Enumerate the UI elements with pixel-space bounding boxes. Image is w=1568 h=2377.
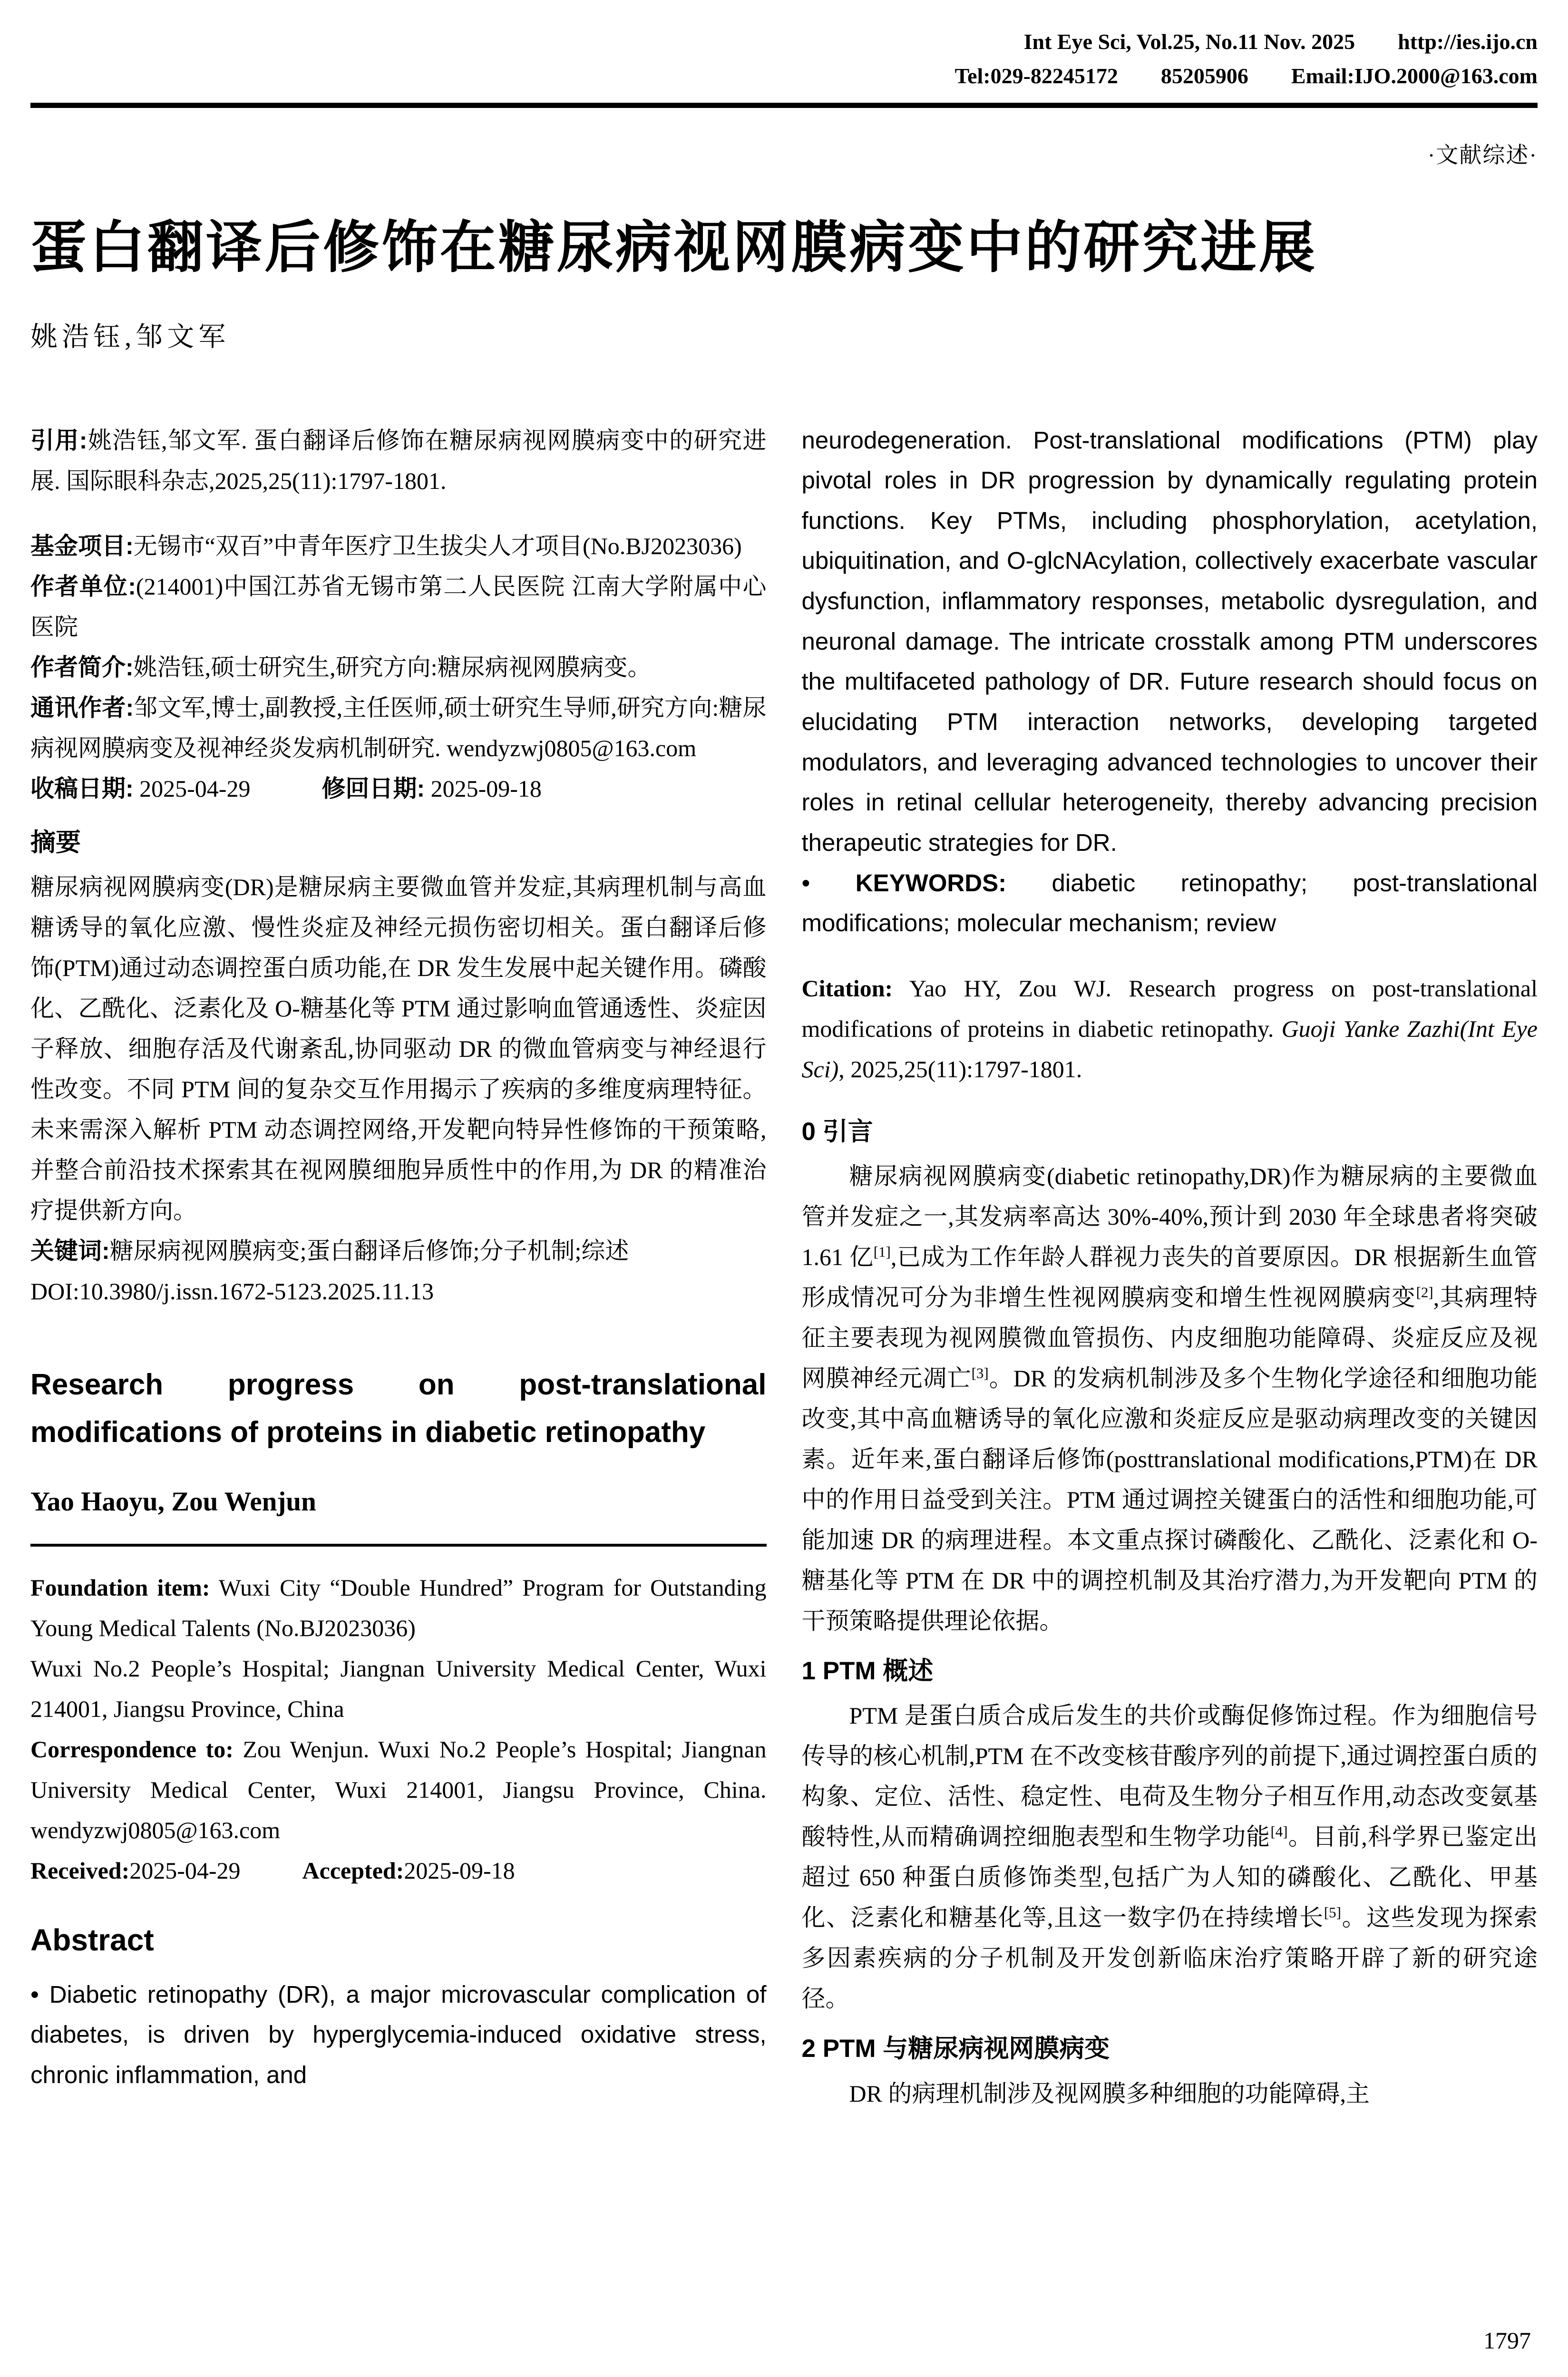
- right-column: [802, 420, 1538, 2114]
- journal-tel2: 85205906: [1160, 64, 1248, 88]
- foundation-item-text: Wuxi City “Double Hundred” Program for Outstanding Young Medical Talents (No.BJ2023036): [30, 1574, 767, 1641]
- citation-en-journal: Guoji Yanke Zazhi(Int Eye Sci): [801, 1015, 1538, 1083]
- article-authors-en: Yao Haoyu, Zou Wenjun: [30, 1486, 316, 1517]
- article-title-en: Research progress on post-translational modifications of proteins in diabetic retinopathy: [30, 1368, 767, 1449]
- foundation-item-paragraph: [30, 1568, 767, 1648]
- journal-website: http://ies.ijo.cn: [1398, 29, 1538, 54]
- citation-cn-label: 引用:: [30, 427, 88, 454]
- correspondence-en-paragraph: [30, 1729, 767, 1851]
- fund-text: 无锡市“双百”中青年医疗卫生拔尖人才项目(No.BJ2023036): [133, 532, 742, 559]
- received-en-label: Received:: [30, 1857, 130, 1884]
- header-line-1: [30, 25, 1538, 59]
- correspondence-en-label: Correspondence to:: [30, 1735, 234, 1763]
- journal-tel: Tel:029-82245172: [954, 64, 1118, 88]
- keywords-cn-label: 关键词:: [30, 1237, 110, 1264]
- section-0-heading: 0 引言: [801, 1118, 873, 1146]
- citation-en-text1: Yao HY, Zou WJ. Research progress on post-translational modifications of proteins in diabetic retinopathy.: [801, 975, 1538, 1042]
- author-bio-label: 作者简介:: [30, 653, 134, 681]
- keywords-en-text: diabetic retinopathy; post-translational modifications; molecular mechanism; review: [801, 869, 1538, 937]
- keywords-cn-text: 糖尿病视网膜病变;蛋白翻译后修饰;分子机制;综述: [109, 1237, 629, 1264]
- section-1-body: PTM 是蛋白质合成后发生的共价或酶促修饰过程。作为细胞信号传导的核心机制,PTM 在不改变核苷酸序列的前提下,通过调控蛋白质的构象、定位、活性、稳定性、电荷及生物分子相互作用,动态改变氨基酸特性,从而精确调控细胞表型和生物学功能[4]。目前,科学界已鉴定出超过 650 种蛋白质修饰类型,包括广为人知的磷酸化、乙酰化、甲基化、泛素化和糖基化等,且这一数字仍在持续增长[5]。这些发现为探索多因素疾病的分子机制及开发创新临床治疗策略开辟了新的研究途径。: [801, 1702, 1538, 2012]
- header-line-2: [30, 59, 1538, 93]
- header-rule: [30, 103, 1538, 108]
- affiliation-cn-text: (214001)中国江苏省无锡市第二人民医院 江南大学附属中心医院: [30, 573, 767, 640]
- fund-paragraph: [30, 526, 767, 566]
- fund-label: 基金项目:: [30, 532, 134, 559]
- keywords-en-label: KEYWORDS:: [855, 869, 1007, 896]
- affiliation-cn-label: 作者单位:: [30, 573, 136, 600]
- abstract-en-paragraph: [30, 1975, 767, 2095]
- abstract-bullet: •: [30, 1980, 39, 2008]
- correspondence-cn-label: 通讯作者:: [30, 694, 134, 721]
- dates-cn-line: [30, 769, 767, 809]
- article-type-label: ·文献综述·: [1427, 143, 1538, 168]
- received-cn-label: 收稿日期:: [30, 775, 134, 802]
- keywords-en-paragraph: [802, 863, 1538, 944]
- journal-email: Email:IJO.2000@163.com: [1291, 64, 1538, 88]
- section-2-body: DR 的病理机制涉及视网膜多种细胞的功能障碍,主: [849, 2080, 1370, 2107]
- citation-cn-text: 姚浩钰,邹文军. 蛋白翻译后修饰在糖尿病视网膜病变中的研究进展. 国际眼科杂志,2025,25(11):1797-1801.: [30, 427, 767, 494]
- keywords-cn-paragraph: [30, 1231, 767, 1271]
- article-authors-cn: 姚浩钰,邹文军: [30, 321, 230, 352]
- two-column-body: [30, 420, 1538, 2114]
- keywords-bullet: •: [801, 869, 810, 896]
- revised-cn-date: 2025-09-18: [430, 775, 542, 802]
- correspondence-cn-text: 邹文军,博士,副教授,主任医师,硕士研究生导师,研究方向:糖尿病视网膜病变及视神经炎发病机制研究. wendyzwj0805@163.com: [30, 694, 767, 761]
- article-title-cn: 蛋白翻译后修饰在糖尿病视网膜病变中的研究进展: [30, 216, 1318, 279]
- author-bio-text: 姚浩钰,硕士研究生,研究方向:糖尿病视网膜病变。: [133, 653, 652, 681]
- citation-cn-paragraph: [30, 420, 767, 501]
- abstract-en-text: Diabetic retinopathy (DR), a major microvascular complication of diabetes, is driven by hyperglycemia-induced oxidative stress, chronic inflammation, and: [30, 1980, 767, 2088]
- abstract-en-heading: Abstract: [30, 1922, 154, 1957]
- column-divider-rule: [30, 1544, 767, 1547]
- dates-en-line: [30, 1851, 767, 1891]
- citation-en-label: Citation:: [801, 975, 893, 1002]
- section-1-heading: 1 PTM 概述: [801, 1657, 934, 1685]
- citation-en-paragraph: [802, 968, 1538, 1090]
- page-header: [30, 25, 1538, 169]
- section-0-body: 糖尿病视网膜病变(diabetic retinopathy,DR)作为糖尿病的主要微血管并发症之一,其发病率高达 30%-40%,预计到 2030 年全球患者将突破 1.61 亿[1],已成为工作年龄人群视力丧失的首要原因。DR 根据新生血管形成情况可分为非增生性视网膜病变和增生性视网膜病变[2],其病理特征主要表现为视网膜微血管损伤、内皮细胞功能障碍、炎症反应及视网膜神经元凋亡[3]。DR 的发病机制涉及多个生物化学途径和细胞功能改变,其中高血糖诱导的氧化应激和炎症反应是驱动病理改变的关键因素。近年来,蛋白翻译后修饰(posttranslational modifications,PTM)在 DR 中的作用日益受到关注。PTM 通过调控关键蛋白的活性和细胞功能,可能加速 DR 的病理进程。本文重点探讨磷酸化、乙酰化、泛素化和 O-糖基化等 PTM 在 DR 中的调控机制及其治疗潜力,为开发靶向 PTM 的干预策略提供理论依据。: [801, 1163, 1538, 1635]
- correspondence-cn-paragraph: [30, 688, 767, 769]
- correspondence-en-text: Zou Wenjun. Wuxi No.2 People’s Hospital; Jiangnan University Medical Center, Wuxi 214001, Jiangsu Province, China. wendyzwj0805@163.com: [30, 1735, 767, 1843]
- affiliation-en-paragraph: Wuxi No.2 People’s Hospital; Jiangnan University Medical Center, Wuxi 214001, Jiangsu Province, China: [30, 1655, 767, 1722]
- page-number: 1797: [1483, 2327, 1531, 2354]
- abstract-cn-text: 糖尿病视网膜病变(DR)是糖尿病主要微血管并发症,其病理机制与高血糖诱导的氧化应激、慢性炎症及神经元损伤密切相关。蛋白翻译后修饰(PTM)通过动态调控蛋白质功能,在 DR 发生发展中起关键作用。磷酸化、乙酰化、泛素化及 O-糖基化等 PTM 通过影响血管通透性、炎症因子释放、细胞存活及代谢紊乱,协同驱动 DR 的微血管病变与神经退行性改变。不同 PTM 间的复杂交互作用揭示了疾病的多维度病理特征。未来需深入解析 PTM 动态调控网络,开发靶向特异性修饰的干预策略,并整合前沿技术探索其在视网膜细胞异质性中的作用,为 DR 的精准治疗提供新方向。: [30, 873, 767, 1224]
- abstract-cn-heading: 摘要: [30, 828, 81, 857]
- received-en-date: 2025-04-29: [129, 1857, 241, 1884]
- abstract-en-continuation: neurodegeneration. Post-translational modifications (PTM) play pivotal roles in DR progression by dynamically regulating protein functions. Key PTMs, including phosphorylation, acetylation, ubiquitination, and O-glcNAcylation, collectively exacerbate vascular dysfunction, inflammatory responses, metabolic dysregulation, and neuronal damage. The intricate crosstalk among PTM underscores the multifaceted pathology of DR. Future research should focus on elucidating PTM interaction networks, developing targeted modulators, and leveraging advanced technologies to uncover their roles in retinal cellular heterogeneity, thereby advancing precision therapeutic strategies for DR.: [801, 426, 1538, 857]
- received-cn-date: 2025-04-29: [139, 775, 251, 802]
- affiliation-cn-paragraph: [30, 566, 767, 647]
- doi-line: DOI:10.3980/j.issn.1672-5123.2025.11.13: [30, 1277, 434, 1305]
- left-column: [30, 420, 767, 2114]
- author-bio-paragraph: [30, 647, 767, 688]
- section-2-heading: 2 PTM 与糖尿病视网膜病变: [801, 2035, 1110, 2063]
- citation-en-text2: , 2025,25(11):1797-1801.: [838, 1056, 1082, 1083]
- accepted-en-date: 2025-09-18: [404, 1857, 515, 1884]
- accepted-en-label: Accepted:: [302, 1857, 404, 1884]
- foundation-item-label: Foundation item:: [30, 1574, 210, 1601]
- revised-cn-label: 修回日期:: [321, 775, 425, 802]
- journal-volume-info: Int Eye Sci, Vol.25, No.11 Nov. 2025: [1023, 29, 1355, 54]
